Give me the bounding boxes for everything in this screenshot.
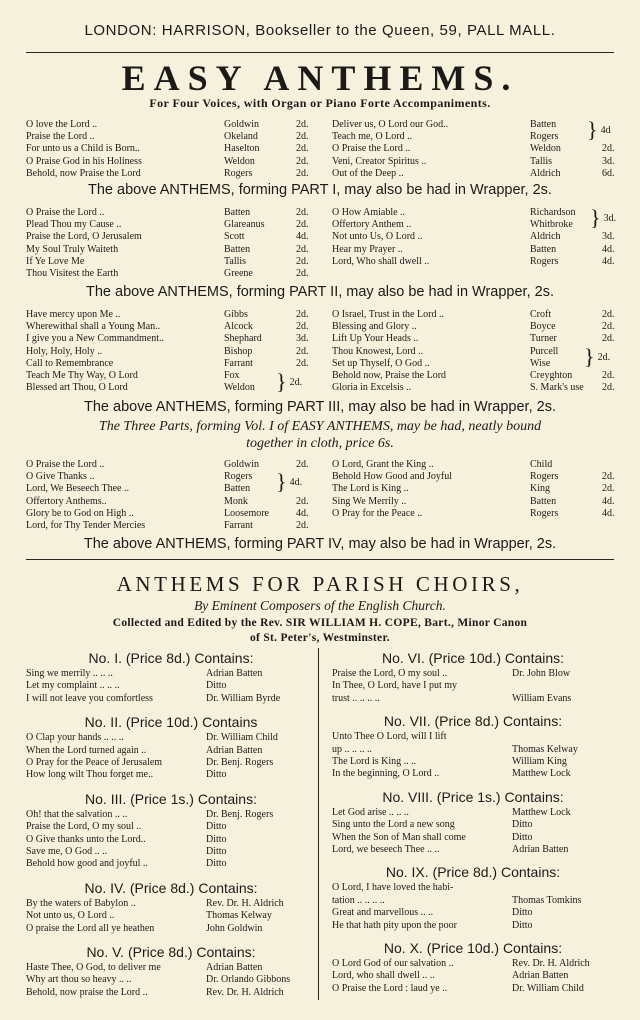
anthem-title: O Praise the Lord : laud ye .. xyxy=(332,982,448,994)
contents-section xyxy=(332,862,614,932)
anthem-row xyxy=(26,987,316,999)
anthem-title: In Thee, O Lord, have I put my xyxy=(332,680,458,692)
anthem-price: 2d. xyxy=(296,243,309,255)
anthem-title: Lord, we beseech Thee .. .. xyxy=(332,843,440,855)
anthem-row xyxy=(332,895,614,907)
anthem-price: 2d. xyxy=(296,167,309,179)
anthem-price: 2d. xyxy=(296,495,309,507)
anthem-title: Praise the Lord, O my soul .. xyxy=(26,821,142,833)
section-heading: No. VI. (Price 10d.) Contains: xyxy=(381,650,565,666)
anthem-title: I will not leave you comfortless xyxy=(26,692,153,704)
anthem-row xyxy=(332,983,614,995)
anthem-price: 2d. xyxy=(296,255,309,267)
anthem-price: 3d. xyxy=(602,231,615,243)
anthem-title: Not unto Us, O Lord .. xyxy=(332,231,423,243)
anthem-composer: Thomas Kelway xyxy=(206,910,272,922)
anthem-price: 4d. xyxy=(602,243,615,255)
anthem-composer: Okeland xyxy=(224,131,258,143)
anthem-title: O Pray for the Peace of Jerusalem xyxy=(26,756,163,768)
anthem-composer: Richardson xyxy=(530,207,576,218)
anthem-row xyxy=(332,882,614,894)
section-heading: No. X. (Price 10d.) Contains: xyxy=(383,940,563,956)
contents-section xyxy=(26,648,316,705)
anthem-price: 2d. xyxy=(296,131,309,143)
anthem-composer: Batten xyxy=(530,243,557,255)
anthem-composer: Glareanus xyxy=(224,219,265,231)
anthem-title: O Israel, Trust in the Lord .. xyxy=(332,309,444,320)
section-heading: No. II. (Price 10d.) Contains xyxy=(84,714,258,731)
anthem-title: Behold How Good and Joyful xyxy=(332,471,452,483)
anthem-title: O Praise the Lord .. xyxy=(332,143,411,155)
brace-price: 4d xyxy=(600,125,611,136)
anthem-composer: Ditto xyxy=(512,919,533,931)
anthem-price: 2d. xyxy=(602,382,615,394)
anthem-price: 2d. xyxy=(296,143,309,155)
anthem-composer: Dr. John Blow xyxy=(512,668,571,679)
anthem-title: Call to Remembrance xyxy=(26,357,114,369)
anthem-row xyxy=(332,832,614,844)
anthem-title: Offertory Anthem .. xyxy=(332,219,412,231)
anthem-price: 2d. xyxy=(296,459,309,470)
anthem-title: O Praise God in his Holiness xyxy=(26,155,142,167)
anthem-composer: Dr. William Child xyxy=(206,732,278,744)
easy-anthems-subtitle: For Four Voices, with Organ or Piano Forte Accompaniments. xyxy=(149,96,491,110)
anthem-price: 2d. xyxy=(296,207,309,218)
anthem-composer: Batten xyxy=(530,119,557,130)
anthem-composer: Matthew Lock xyxy=(512,806,571,818)
anthem-title: My Soul Truly Waiteth xyxy=(26,243,119,255)
anthem-title: Great and marvellous .. .. xyxy=(332,907,434,919)
anthem-price: 3d. xyxy=(296,333,309,345)
anthem-row xyxy=(26,898,316,910)
anthem-title: up .. .. .. .. xyxy=(332,743,372,755)
anthem-row xyxy=(332,693,614,705)
anthem-composer: Wise xyxy=(530,357,551,369)
anthem-composer: Ditto xyxy=(206,845,227,857)
anthem-title: Oh! that the salvation .. .. xyxy=(26,808,128,820)
anthem-composer: Ditto xyxy=(512,907,533,919)
brace-price: 2d. xyxy=(289,377,303,388)
contents-section xyxy=(26,878,316,935)
anthem-title: For unto us a Child is Born.. xyxy=(26,143,140,155)
anthem-title: Holy, Holy, Holy .. xyxy=(26,345,103,357)
anthem-title: Veni, Creator Spiritus .. xyxy=(332,155,427,167)
anthem-composer: Haselton xyxy=(224,143,260,155)
anthem-row xyxy=(332,819,614,831)
anthem-title: Sing We Merrily .. xyxy=(332,495,407,507)
anthem-composer: Croft xyxy=(530,309,552,320)
anthem-price: 2d. xyxy=(296,321,309,333)
anthem-price: 3d. xyxy=(602,155,615,167)
anthem-title: The Lord is King .. .. xyxy=(332,755,417,767)
anthem-title: Save me, O God .. .. xyxy=(26,845,108,857)
anthem-composer: Ditto xyxy=(512,819,533,831)
anthem-title: Behold, now praise the Lord .. xyxy=(26,986,148,998)
anthem-price: 2d. xyxy=(296,345,309,357)
publisher-header: LONDON: HARRISON, Bookseller to the Queen, 59, PALL MALL. xyxy=(84,22,556,39)
anthem-composer: Whitbroke xyxy=(530,219,573,231)
anthem-title: When the Lord turned again .. xyxy=(26,744,147,756)
anthem-composer: Adrian Batten xyxy=(206,744,263,756)
anthem-composer: Rogers xyxy=(224,167,253,179)
anthem-composer: Alcock xyxy=(224,321,253,333)
section-heading: No. IX. (Price 8d.) Contains: xyxy=(385,864,561,881)
anthem-price: 4d. xyxy=(602,495,615,507)
anthem-title: O Give thanks unto the Lord.. xyxy=(26,833,146,845)
anthem-composer: Ditto xyxy=(206,821,227,833)
anthem-composer: John Goldwin xyxy=(206,922,263,934)
anthem-row xyxy=(26,732,316,744)
anthem-price: 2d. xyxy=(602,483,615,495)
anthem-title: Wherewithal shall a Young Man.. xyxy=(26,321,161,333)
anthem-title: I give you a New Commandment.. xyxy=(26,333,165,345)
anthem-composer: Goldwin xyxy=(224,119,259,130)
top-rule xyxy=(26,52,614,53)
parish-editor xyxy=(26,616,614,646)
anthem-row xyxy=(332,768,614,780)
anthem-title: Glory be to God on High .. xyxy=(26,507,134,519)
anthem-title: Behold how good and joyful .. xyxy=(26,858,148,870)
anthem-composer: Creyghton xyxy=(530,369,573,381)
anthem-row xyxy=(332,970,614,982)
contents-section xyxy=(26,942,316,999)
anthem-row xyxy=(26,834,316,846)
part-1-note: The above ANTHEMS, forming PART I, may also be had in Wrapper, 2s. xyxy=(88,182,552,198)
anthem-composer: William King xyxy=(512,755,567,767)
anthem-composer: Shephard xyxy=(224,333,262,345)
anthem-title: O praise the Lord all ye heathen xyxy=(26,922,155,934)
price-brace: } $^{2d.}$ xyxy=(276,369,303,394)
anthem-title: Let my complaint .. .. .. xyxy=(26,680,120,692)
anthem-row xyxy=(26,858,316,870)
anthem-title: Why art thou so heavy .. .. xyxy=(26,974,132,986)
anthem-composer: Thomas Kelway xyxy=(512,743,578,755)
anthem-composer: Rogers xyxy=(530,255,559,267)
price-brace: } $^{2d.}$ xyxy=(584,344,611,369)
anthem-title: O Lord, Grant the King .. xyxy=(332,459,434,470)
anthem-price: 2d. xyxy=(602,321,615,333)
anthem-composer: Adrian Batten xyxy=(206,962,263,973)
anthem-title: How long wilt Thou forget me.. xyxy=(26,769,154,781)
easy-anthems-title: EASY ANTHEMS. xyxy=(121,58,519,98)
anthem-row xyxy=(26,745,316,757)
anthem-composer: Dr. William Child xyxy=(512,982,584,994)
anthem-composer: Fox xyxy=(224,369,240,381)
anthem-price: 2d. xyxy=(296,119,309,130)
anthem-title: Lift Up Your Heads .. xyxy=(332,333,419,345)
anthem-title: Lord, for Thy Tender Mercies xyxy=(26,519,146,531)
brace-price: 2d. xyxy=(597,352,611,363)
contents-section xyxy=(26,712,316,782)
anthem-title: Not unto us, O Lord .. xyxy=(26,910,115,922)
anthem-title: Teach me, O Lord .. xyxy=(332,131,413,143)
anthem-price: 2d. xyxy=(296,155,309,167)
anthem-row xyxy=(332,844,614,856)
anthem-composer: Rev. Dr. H. Aldrich xyxy=(206,986,284,998)
anthem-title: Sing unto the Lord a new song xyxy=(332,819,455,831)
anthem-price: 4d. xyxy=(296,507,309,519)
anthem-title: Haste Thee, O God, to deliver me xyxy=(26,962,161,973)
section-heading: No. IV. (Price 8d.) Contains: xyxy=(84,879,258,896)
anthem-composer: Rev. Dr. H. Aldrich xyxy=(512,958,590,969)
anthem-row xyxy=(332,680,614,692)
anthem-price: 2d. xyxy=(296,267,309,279)
anthem-composer: Rogers xyxy=(530,131,559,143)
anthem-title: O Praise the Lord .. xyxy=(26,207,105,218)
anthem-composer: Ditto xyxy=(206,858,227,870)
anthem-composer: Rogers xyxy=(530,471,559,483)
anthem-composer: Dr. Orlando Gibbons xyxy=(206,974,291,986)
anthem-row xyxy=(332,744,614,756)
anthem-title: Gloria in Excelsis .. xyxy=(332,382,412,394)
section-heading: No. V. (Price 8d.) Contains: xyxy=(86,944,256,960)
anthem-composer: Aldrich xyxy=(530,231,561,243)
anthem-composer: Purcell xyxy=(530,345,559,357)
section-heading: No. III. (Price 1s.) Contains: xyxy=(85,790,257,807)
anthem-title: The Lord is King .. xyxy=(332,483,409,495)
anthem-price: 2d. xyxy=(296,519,309,531)
anthem-title: Sing we merrily .. .. .. xyxy=(26,668,113,679)
anthem-title: Thou Visitest the Earth xyxy=(26,267,119,279)
anthem-composer: Goldwin xyxy=(224,459,259,470)
anthem-title: Praise the Lord, O Jerusalem xyxy=(26,231,142,243)
brace-price: 4d. xyxy=(289,477,303,488)
anthem-row xyxy=(26,668,316,680)
anthem-title: Praise the Lord .. xyxy=(26,131,95,143)
part-3-note: The above ANTHEMS, forming PART III, may also be had in Wrapper, 2s. xyxy=(83,399,556,415)
anthem-composer: Dr. William Byrde xyxy=(206,692,281,704)
anthem-title: Behold, now Praise the Lord xyxy=(26,167,141,179)
anthem-composer: Batten xyxy=(530,495,557,507)
column-divider xyxy=(318,648,319,1000)
anthem-row xyxy=(332,731,614,743)
price-brace: } $^{4d.}$ xyxy=(276,469,303,494)
anthem-composer: Ditto xyxy=(512,831,533,843)
anthem-composer: Thomas Tomkins xyxy=(512,894,582,906)
parish-subtitle: By Eminent Composers of the English Church. xyxy=(194,598,446,613)
anthem-composer: Matthew Lock xyxy=(512,768,571,780)
anthem-title: O Pray for the Peace .. xyxy=(332,507,423,519)
price-brace: } $^{4d}$ xyxy=(587,117,611,142)
anthem-row xyxy=(332,807,614,819)
anthem-title: Lord, We Beseech Thee .. xyxy=(26,483,129,495)
anthem-title: O Lord God of our salvation .. xyxy=(332,958,454,969)
anthem-title: Deliver us, O Lord our God.. xyxy=(332,119,449,130)
parish-title: ANTHEMS FOR PARISH CHOIRS, xyxy=(116,572,524,596)
anthem-composer: Weldon xyxy=(530,143,561,155)
anthem-title: If Ye Love Me xyxy=(26,255,85,267)
anthem-row xyxy=(26,846,316,858)
anthem-composer: Farrant xyxy=(224,357,253,369)
anthem-price: 2d. xyxy=(296,357,309,369)
anthem-row xyxy=(26,923,316,935)
anthem-composer: Ditto xyxy=(206,769,227,781)
anthem-title: Hear my Prayer .. xyxy=(332,243,403,255)
anthem-composer: Aldrich xyxy=(530,167,561,179)
parish-editor-line-2: of St. Peter's, Westminster. xyxy=(250,632,390,644)
anthem-row xyxy=(332,668,614,680)
anthem-row xyxy=(332,958,614,970)
anthem-composer: Bishop xyxy=(224,345,253,357)
anthem-price: 2d. xyxy=(602,333,615,345)
brace-price: 3d. xyxy=(603,213,617,224)
anthem-composer: Rev. Dr. H. Aldrich xyxy=(206,897,284,909)
anthem-composer: Dr. Benj. Rogers xyxy=(206,808,274,820)
anthem-title: trust .. .. .. .. xyxy=(332,692,380,704)
anthem-title: Blessed art Thou, O Lord xyxy=(26,382,128,394)
anthem-title: Thou Knowest, Lord .. xyxy=(332,345,424,357)
anthem-composer: Adrian Batten xyxy=(512,970,569,982)
anthem-composer: Rogers xyxy=(224,471,253,483)
section-heading: No. VII. (Price 8d.) Contains: xyxy=(383,713,563,730)
contents-section xyxy=(332,711,614,781)
anthem-title: Plead Thou my Cause .. xyxy=(26,219,122,231)
middle-rule xyxy=(26,559,614,560)
anthem-title: O Give Thanks .. xyxy=(26,471,95,483)
anthem-row xyxy=(26,821,316,833)
anthem-row xyxy=(26,680,316,692)
anthem-composer: Tallis xyxy=(224,255,247,267)
anthem-composer: Batten xyxy=(224,207,251,218)
anthem-row xyxy=(26,962,316,974)
volume-note-line-1: The Three Parts, forming Vol. I of EASY ANTHEMS, may be had, neatly bound xyxy=(98,419,542,434)
anthem-row xyxy=(332,756,614,768)
anthem-composer: Adrian Batten xyxy=(206,668,263,679)
anthem-price: 2d. xyxy=(296,309,309,320)
anthem-row xyxy=(332,920,614,932)
contents-section xyxy=(332,648,614,705)
contents-section xyxy=(332,787,614,857)
anthem-title: Teach Me Thy Way, O Lord xyxy=(26,369,138,381)
price-brace: } $^{3d.}$ xyxy=(590,205,617,230)
anthem-title: O Praise the Lord .. xyxy=(26,459,105,470)
anthem-title: Behold now, Praise the Lord xyxy=(332,369,447,381)
anthem-composer: Greene xyxy=(224,267,253,279)
anthem-composer: Farrant xyxy=(224,519,253,531)
part-4-note: The above ANTHEMS, forming PART IV, may also be had in Wrapper, 2s. xyxy=(83,536,557,552)
anthem-composer: Monk xyxy=(224,495,248,507)
anthem-price: 4d. xyxy=(602,507,615,519)
anthem-title: O Clap your hands .. .. .. xyxy=(26,732,124,744)
anthem-price: 2d. xyxy=(602,143,615,155)
anthem-composer: Weldon xyxy=(224,155,255,167)
anthem-price: 2d. xyxy=(296,219,309,231)
anthem-row xyxy=(26,757,316,769)
anthem-price: 2d. xyxy=(602,369,615,381)
anthem-title: Offertory Anthems.. xyxy=(26,495,107,507)
anthem-composer: Scott xyxy=(224,231,245,243)
anthem-title: Lord, who shall dwell .. .. xyxy=(332,970,435,982)
anthem-title: O love the Lord .. xyxy=(26,119,98,130)
anthem-title: In the beginning, O Lord .. xyxy=(332,768,440,780)
anthem-composer: Adrian Batten xyxy=(512,843,569,855)
anthem-composer: Boyce xyxy=(530,321,556,333)
anthem-title: He that hath pity upon the poor xyxy=(332,919,457,931)
anthem-title: Set up Thyself, O God .. xyxy=(332,357,430,369)
anthem-composer: Dr. Benj. Rogers xyxy=(206,756,274,768)
anthem-composer: Rogers xyxy=(530,507,559,519)
contents-section xyxy=(26,789,316,871)
anthem-row xyxy=(26,974,316,986)
anthem-composer: Ditto xyxy=(206,833,227,845)
anthem-row xyxy=(26,910,316,922)
anthem-title: Let God arise .. .. .. xyxy=(332,806,409,818)
parish-editor-line-1: Collected and Edited by the Rev. SIR WILLIAM H. COPE, Bart., Minor Canon xyxy=(112,617,528,629)
anthem-price: 2d. xyxy=(602,309,615,320)
anthem-title: O How Amiable .. xyxy=(332,207,406,218)
anthem-title: Unto Thee O Lord, will I lift xyxy=(332,731,447,743)
anthem-composer: Weldon xyxy=(224,382,255,394)
anthem-composer: William Evans xyxy=(512,692,572,704)
anthem-title: Out of the Deep .. xyxy=(332,167,404,179)
anthem-composer: King xyxy=(530,483,550,495)
anthem-price: 6d. xyxy=(602,167,615,179)
anthem-price: 2d. xyxy=(602,471,615,483)
part-2-note: The above ANTHEMS, forming PART II, may also be had in Wrapper, 2s. xyxy=(86,284,554,300)
anthem-row xyxy=(26,769,316,781)
anthem-title: Lord, Who shall dwell .. xyxy=(332,255,430,267)
anthem-row xyxy=(26,693,316,705)
anthem-price: 4d. xyxy=(296,231,309,243)
section-heading: No. VIII. (Price 1s.) Contains: xyxy=(382,788,564,805)
anthem-title: Blessing and Glory .. xyxy=(332,321,417,333)
section-heading: No. I. (Price 8d.) Contains: xyxy=(88,650,254,666)
anthem-title: O Lord, I have loved the habi- xyxy=(332,882,454,894)
anthem-composer: Turner xyxy=(530,333,557,345)
anthem-composer: Child xyxy=(530,459,553,470)
anthem-composer: S. Mark's use xyxy=(530,382,584,394)
anthem-composer: Ditto xyxy=(206,680,227,692)
anthem-composer: Batten xyxy=(224,483,251,495)
anthem-composer: Batten xyxy=(224,243,251,255)
anthem-title: When the Son of Man shall come xyxy=(332,831,466,843)
anthem-composer: Tallis xyxy=(530,155,553,167)
anthem-title: Have mercy upon Me .. xyxy=(26,309,121,320)
anthem-row xyxy=(26,809,316,821)
contents-section xyxy=(332,938,614,995)
anthem-row xyxy=(332,907,614,919)
volume-note-line-2: together in cloth, price 6s. xyxy=(246,436,394,451)
anthem-title: Praise the Lord, O my soul .. xyxy=(332,668,448,679)
anthem-title: By the waters of Babylon .. xyxy=(26,897,136,909)
anthem-composer: Gibbs xyxy=(224,309,248,320)
anthem-composer: Loosemore xyxy=(224,507,269,519)
anthem-price: 4d. xyxy=(602,255,615,267)
anthem-title: tation .. .. .. .. xyxy=(332,894,385,906)
